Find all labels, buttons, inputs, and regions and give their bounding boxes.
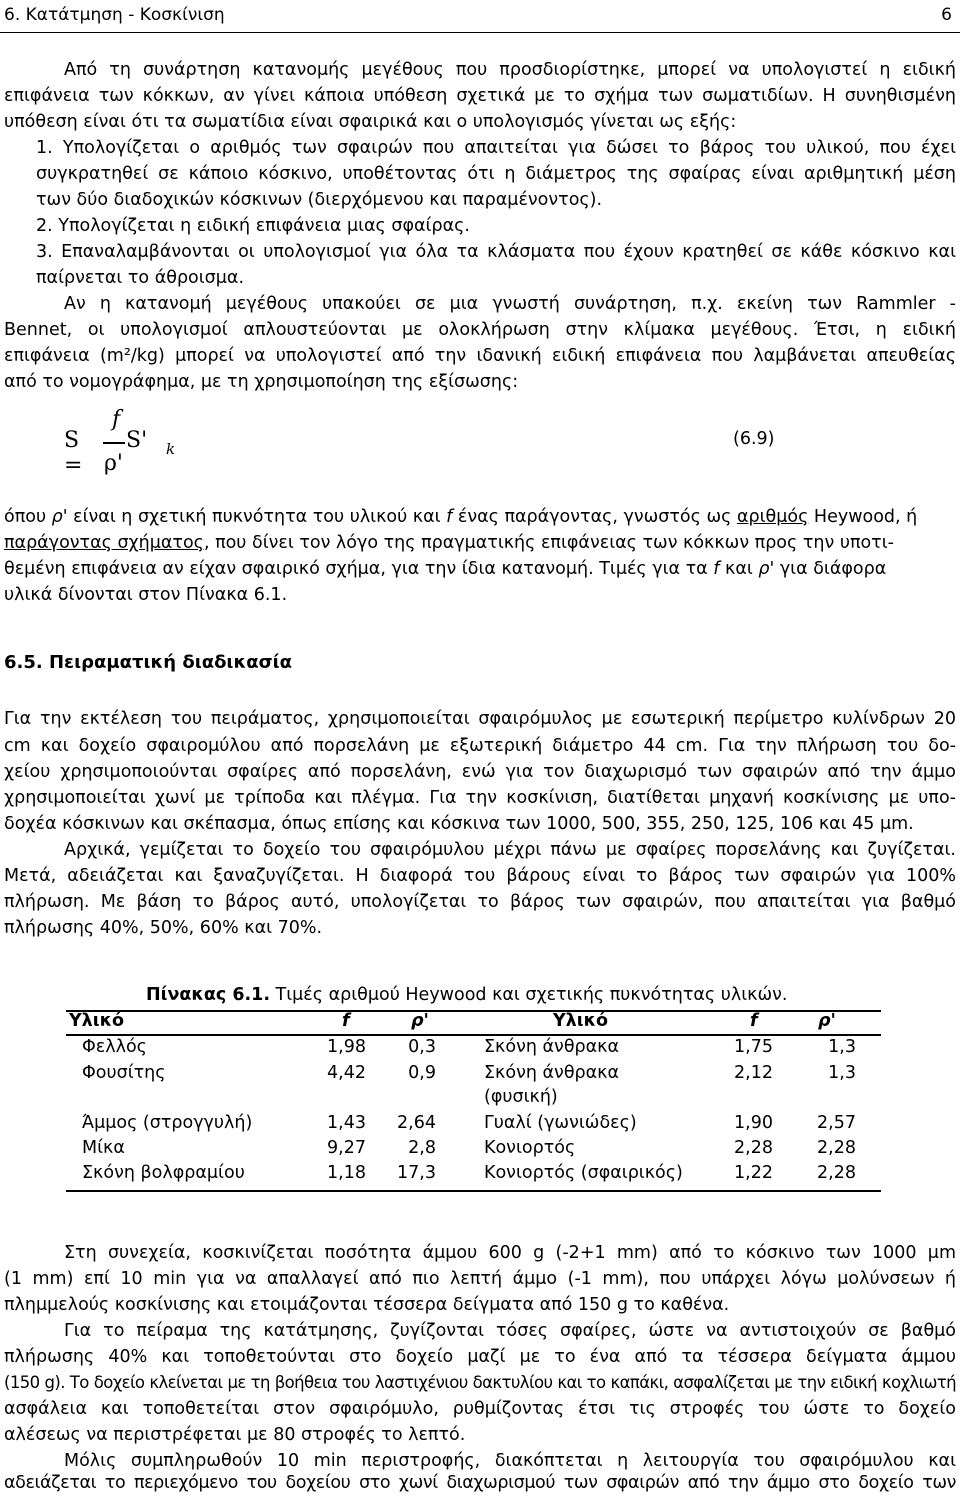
- table-cell: Φελλός: [82, 1037, 147, 1057]
- step-3-line-2: παίρνεται το άθροισμα.: [36, 268, 245, 288]
- caption-text: Τιμές αριθμού Heywood και σχετικής πυκνότητας υλικών.: [269, 985, 788, 1005]
- header-material-1: Υλικό: [69, 1011, 125, 1031]
- continuation-line-10: αδειάζεται το περιεχόμενο του δοχείου στο χωνί διαχωρισμού των σφαιρών από την άμμο στο δοχείο των: [4, 1473, 956, 1493]
- text: , που δίνει τον λόγο της πραγματικής επιφάνειας των κόκκων προς την υποτι-: [203, 533, 894, 553]
- table-cell: 0,3: [408, 1037, 436, 1057]
- table-cell: Σκόνη άνθρακα: [484, 1063, 620, 1083]
- text: για διάφορα: [774, 559, 887, 579]
- table-cell: 9,27: [327, 1138, 366, 1158]
- rammler-line-1: Αν η κατανομή μεγέθους υπακούει σε μια γνωστή συνάρτηση, π.χ. εκείνη των Rammler -: [64, 294, 956, 314]
- table-cell: 1,18: [327, 1163, 366, 1183]
- fraction-bar: [103, 442, 125, 444]
- underlined-term: αριθμός: [736, 507, 809, 527]
- table-cell: Γυαλί (γωνιώδες): [484, 1113, 637, 1133]
- rammler-line-4: από το νομογράφημα, με τη χρησιμοποίηση της εξίσωσης:: [4, 372, 519, 392]
- definition-line-1: [4, 504, 956, 530]
- header-rho-1: ρ': [411, 1011, 429, 1031]
- continuation-line-7: ασφάλεια και τοποθετείται στον σφαιρόμυλο, ρυθμίζοντας έτσι τις στροφές του ώστε το δοχείο: [4, 1399, 956, 1419]
- definition-line-2: [4, 530, 956, 556]
- procedure-line-5: δοχέα κόσκινων και σκέπασμα, όπως επίσης και κόσκινα των 1000, 500, 355, 250, 125, 106 και 45 μm.: [4, 814, 914, 834]
- header-f-2: f: [750, 1011, 758, 1031]
- rammler-line-2: Bennet, οι υπολογισμοί απλουστεύονται με ολοκλήρωση στην κλίμακα μεγέθους. Έτσι, η ειδική: [4, 320, 956, 340]
- continuation-line-6: (150 g). Το δοχείο κλείνεται με τη βοήθεια του λαστιχένιου δακτυλίου και το καπάκι, ασφαλίζεται με την ειδική κοχλιωτή: [4, 1373, 956, 1392]
- step-1-line-2: συγκρατηθεί σε κάποιο κόσκινο, υποθέτοντας ότι η διάμετρος της σφαίρας είναι αριθμητική μέση: [36, 164, 956, 184]
- rho-symbol: ρ': [51, 507, 68, 527]
- equation-denominator: ρ': [104, 451, 123, 476]
- equation-number: (6.9): [733, 429, 775, 449]
- step-3-line-1: 3. Επαναλαμβάνονται οι υπολογισμοί για όλα τα κλάσματα που έχουν κρατηθεί σε κάθε κόσκινο και: [36, 242, 956, 262]
- table-top-rule: [66, 1010, 881, 1012]
- rho-symbol: ρ': [758, 559, 775, 579]
- step-2: 2. Υπολογίζεται η ειδική επιφάνεια μιας σφαίρας.: [36, 216, 470, 236]
- rammler-line-3: επιφάνεια (m²/kg) μπορεί να υπολογιστεί από την ιδανική ειδική επιφάνεια που λαμβάνεται απευθείας: [4, 346, 956, 366]
- procedure-line-9: πλήρωσης 40%, 50%, 60% και 70%.: [4, 918, 323, 938]
- text: ένας παράγοντας, γνωστός ως: [452, 507, 737, 527]
- table-cell: 1,98: [327, 1037, 366, 1057]
- table-cell: Άμμος (στρογγυλή): [82, 1113, 253, 1133]
- table-cell: 1,43: [327, 1113, 366, 1133]
- definition-line-4: υλικά δίνονται στον Πίνακα 6.1.: [4, 585, 288, 605]
- definition-line-3: [4, 556, 956, 582]
- table-cell: 2,57: [817, 1113, 856, 1133]
- running-header: [0, 0, 960, 33]
- f-symbol: f: [713, 559, 720, 579]
- continuation-line-9: Μόλις συμπληρωθούν 10 min περιστροφής, διακόπτεται η λειτουργία του σφαιρόμυλου και: [64, 1451, 956, 1471]
- table-cell: 2,64: [397, 1113, 436, 1133]
- equation-lhs: S =: [64, 428, 83, 478]
- intro-line-1: Από τη συνάρτηση κατανομής μεγέθους που προσδιορίστηκε, μπορεί να υπολογιστεί η ειδική: [64, 60, 956, 80]
- procedure-line-4: χρησιμοποιείται χωνί με τρίποδα και πλέγμα. Για την κοσκίνιση, διατίθεται μηχανή κοσκίνισης με υπο-: [4, 788, 956, 808]
- text: θεμένη επιφάνεια αν είχαν σφαιρικό σχήμα, για την ίδια κατανομή. Τιμές για τα: [4, 559, 714, 579]
- table-cell: 2,28: [734, 1138, 773, 1158]
- table-cell: Σκόνη βολφραμίου: [82, 1163, 245, 1183]
- procedure-line-1: Για την εκτέλεση του πειράματος, χρησιμοποιείται σφαιρόμυλος με εσωτερική περίμετρο κυλίνδρων 20: [4, 709, 956, 729]
- equation-rhs: S': [126, 428, 148, 453]
- table-cell: 1,3: [828, 1037, 856, 1057]
- text: και: [719, 559, 759, 579]
- table-cell: 1,75: [734, 1037, 773, 1057]
- table-cell: 2,28: [817, 1138, 856, 1158]
- table-header-rule: [66, 1034, 881, 1036]
- text: όπου: [4, 507, 52, 527]
- equation-subscript: k: [166, 440, 176, 458]
- header-f-1: f: [342, 1011, 350, 1031]
- text: είναι η σχετική πυκνότητα του υλικού και: [67, 507, 447, 527]
- intro-line-2: επιφάνεια των κόκκων, αν γίνει κάποια υπόθεση σχετικά με το σχήμα των σωματιδίων. Η συνηθισμένη: [4, 86, 956, 106]
- chapter-title: 6. Κατάτμηση - Κοσκίνιση: [4, 5, 225, 25]
- equation-numerator: f: [112, 407, 121, 432]
- continuation-line-1: Στη συνεχεία, κοσκινίζεται ποσότητα άμμου 600 g (-2+1 mm) από το κόσκινο των 1000 μm: [64, 1243, 956, 1263]
- table-cell: Σκόνη άνθρακα: [484, 1037, 620, 1057]
- f-symbol: f: [446, 507, 453, 527]
- underlined-term: παράγοντας σχήματος: [4, 533, 204, 553]
- header-material-2: Υλικό: [553, 1011, 609, 1031]
- step-1-line-1: 1. Υπολογίζεται ο αριθμός των σφαιρών που απαιτείται για δώσει το βάρος του υλικού, που έχει: [36, 138, 956, 158]
- table-cell: 4,42: [327, 1063, 366, 1083]
- procedure-line-6: Αρχικά, γεμίζεται το δοχείο του σφαιρόμυλου μέχρι πάνω με σφαίρες πορσελάνης και ζυγίζεται.: [64, 840, 956, 860]
- continuation-line-3: πλημμελούς κοσκίνισης και ετοιμάζονται τέσσερα δείγματα από 150 g το καθένα.: [4, 1295, 730, 1315]
- procedure-line-3: χείου χρησιμοποιούνται σφαίρες από πορσελάνη, ενώ για τον διαχωρισμό των σφαιρών από την άμμο: [4, 762, 956, 782]
- table-cell: 2,12: [734, 1063, 773, 1083]
- caption-label: Πίνακας 6.1.: [146, 985, 270, 1005]
- continuation-line-4: Για το πείραμα της κατάτμησης, ζυγίζονται τόσες σφαίρες, ώστε να αντιστοιχούν σε βαθμό: [64, 1321, 956, 1341]
- table-bottom-rule: [66, 1190, 881, 1192]
- table-caption: [146, 985, 787, 1005]
- table-cell: Φουσίτης: [82, 1063, 166, 1083]
- table-cell: 1,3: [828, 1063, 856, 1083]
- table-cell: Κονιορτός: [484, 1138, 576, 1158]
- continuation-line-2: (1 mm) επί 10 min για να απαλλαγεί από πιο λεπτή άμμο (-1 mm), που υπάρχει λόγω μολύνσεων ή: [4, 1269, 956, 1289]
- table-cell: 17,3: [397, 1163, 436, 1183]
- text: Heywood, ή: [808, 507, 918, 527]
- continuation-line-8: αλέσεως να περιστρέφεται με 80 στροφές το λεπτό.: [4, 1425, 466, 1445]
- table-cell: Κονιορτός (σφαιρικός): [484, 1163, 683, 1183]
- procedure-line-8: πλήρωση. Με βάση το βάρος αυτό, υπολογίζεται το βάρος των σφαιρών, που απαιτείται για βαθμό: [4, 892, 956, 912]
- table-cell: 2,28: [817, 1163, 856, 1183]
- table-cell: 1,22: [734, 1163, 773, 1183]
- page-number: 6: [941, 5, 952, 25]
- table-cell: 1,90: [734, 1113, 773, 1133]
- table-cell: Μίκα: [82, 1138, 125, 1158]
- procedure-line-7: Μετά, αδειάζεται και ξαναζυγίζεται. Η διαφορά του βάρους είναι το βάρος των σφαιρών για 100%: [4, 866, 956, 886]
- table-cell: (φυσική): [484, 1087, 558, 1107]
- header-rho-2: ρ': [818, 1011, 836, 1031]
- continuation-line-5: πλήρωσης 40% και τοποθετούνται στο δοχείο μαζί με το ένα από τα τέσσερα δείγματα άμμου: [4, 1347, 956, 1367]
- step-1-line-3: των δύο διαδοχικών κόσκινων (διερχόμενου και παραμένοντος).: [36, 190, 603, 210]
- section-heading: 6.5. Πειραματική διαδικασία: [4, 652, 292, 673]
- table-cell: 0,9: [408, 1063, 436, 1083]
- table-cell: 2,8: [408, 1138, 436, 1158]
- intro-line-3: υπόθεση είναι ότι τα σωματίδια είναι σφαιρικά και ο υπολογισμός γίνεται ως εξής:: [4, 112, 737, 132]
- procedure-line-2: cm και δοχείο σφαιρομύλου από πορσελάνη με εξωτερική διάμετρο 44 cm. Για την πλήρωση του δο-: [4, 736, 956, 756]
